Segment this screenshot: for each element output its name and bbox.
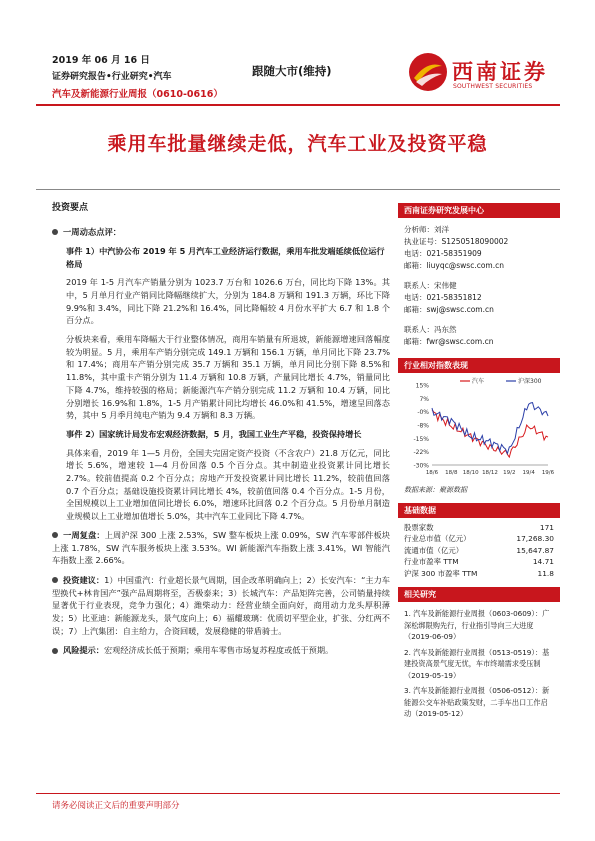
company-logo [408, 52, 554, 98]
base-data-value: 11.8 [537, 568, 554, 578]
x-tick-label: 19/4 [522, 470, 535, 476]
related-report-link[interactable]: 2. 汽车及新能源行业周报（0513-0519）：基建投资高景气度无忧，车市终端需求受压制（2019-05-19） [404, 647, 550, 680]
y-tick-label: -22% [413, 449, 429, 457]
paragraph: 分板块来看，乘用车降幅大于行业整体情况，商用车销量有所退坡，新能源增速回落幅度较为明显。5 月，乘用车产销分别完成 149.1 万辆和 156.1 万辆，单月同比下降 23.7%和 17.4%；商用车产销分别完成 35.7 万辆和 35.1 万辆，单月同比分别下降 8.5%和 11.8%，其中重卡产销分别为 11.4 万辆和 10.8 万辆，产量同比增长 4.7%，销量同比下降 4.7%，维持较强的格局；新能源汽车产销分别完成 11.2 万辆和 10.4 万辆，同比分别增长 16.9%和 1.8%，1-5 月产销累计同比均增长 46.0%和 41.5%，增速呈回落态势，其中 5 月季月纯电产销为 9.4 万辆和 8.3 万辆。 [66, 334, 390, 421]
related-report-link[interactable]: 3. 汽车及新能源行业周报（0506-0512）：新能源公交车补贴政策发财，二手车出口工作启动（2019-05-12） [404, 686, 550, 719]
series-line [432, 410, 548, 457]
bullet-icon [52, 532, 58, 538]
chart-source: 数据来源：聚源数据 [404, 486, 467, 494]
base-data-row [404, 522, 554, 533]
y-tick-label: -30% [413, 462, 429, 470]
logo-text: 西南证券 [452, 59, 548, 84]
research-center-title: 西南证券研究发展中心 [398, 203, 560, 218]
disclaimer-note: 请务必阅读正文后的重要声明部分 [52, 801, 180, 811]
email: 邮箱：fwr@swsc.com.cn [404, 337, 494, 346]
y-tick-label: -0% [417, 409, 429, 417]
base-data-table [398, 522, 560, 579]
footer-divider [36, 793, 560, 794]
related-report-link[interactable]: 1. 汽车及新能源行业周报（0603-0609）：广深松绑限购先行，行业指引导向三大进度（2019-06-09） [404, 609, 550, 642]
page-title: 乘用车批量继续走低，汽车工业及投资平稳 [107, 133, 488, 155]
legend-label: 汽车 [472, 378, 485, 385]
sidebar [398, 203, 560, 724]
email: 邮箱：liuyqc@swsc.com.cn [404, 261, 504, 270]
x-tick-label: 18/10 [462, 470, 479, 476]
base-data-value: 171 [539, 523, 554, 532]
y-tick-label: 7% [419, 395, 429, 403]
x-tick-label: 18/6 [425, 470, 439, 476]
key-points-column [52, 202, 390, 664]
base-data-key: 行业市盈率 TTM [404, 557, 459, 567]
base-data-row [404, 556, 554, 567]
logo-text-en: SOUTHWEST SECURITIES [453, 83, 533, 90]
index-chart [398, 373, 560, 483]
section-title: 投资要点 [52, 203, 89, 213]
weekly-review-heading: 一周动态点评： [52, 226, 390, 239]
logo-mark-icon [408, 52, 448, 92]
x-tick-label: 18/8 [445, 470, 458, 476]
report-series: 汽车及新能源行业周报（0610-0616） [52, 89, 223, 100]
contact-name: 联系人：冯东然 [404, 325, 457, 334]
event-2-heading: 事件 2）国家统计局发布宏观经济数据，5 月，我国工业生产平稳，投资保持增长 [66, 428, 362, 439]
paragraph: 具体来看，2019 年 1—5 月份，全国夫完固定资产投资（不含农户）21.8 万亿元，同比增长 5.6%，增速较 1—4 月份回落 0.5 个百分点。其中制造业投资累计同比增长 2.7%。较前值提高 0.2 个百分点；房地产开发投资累计同比增长 11.2%，较前值回落 0.7 个百分点；基础设施投资累计同比增长 4%，较前值回落 0.4 个百分点。1-5 月份，全国规模以上工业增加值同比增长 6.0%，增速环比回落 0.2 个百分点。5 月份单月制造业规模以上工业增加值增长 5.0%，其中汽车工业同比下降 4.7%。 [66, 447, 390, 522]
analyst-name: 分析师：刘洋 [404, 225, 449, 234]
related-research-list [398, 608, 560, 720]
report-category: 证券研究报告•行业研究•汽车 [52, 72, 172, 82]
base-data-row [404, 568, 554, 579]
email: 邮箱：swj@swsc.com.cn [404, 305, 494, 314]
legend-label: 沪深300 [518, 378, 542, 385]
y-tick-label: 15% [415, 382, 429, 390]
phone: 电话：021-58351909 [404, 249, 482, 258]
base-data-row [404, 545, 554, 556]
base-data-value: 15,647.87 [516, 545, 554, 555]
rating: 跟随大市(维持) [252, 64, 332, 78]
chart-svg [398, 373, 560, 483]
report-date: 2019 年 06 月 16 日 [52, 55, 150, 66]
base-data-key: 沪深 300 市盈率 TTM [404, 568, 478, 578]
phone: 电话：021-58351812 [404, 293, 482, 302]
contact-name: 联系人：宋伟健 [404, 281, 457, 290]
market-review: 一周复盘：上周沪深 300 上涨 2.53%，SW 整车板块上涨 0.09%，SW 汽车零部件板块上涨 1.78%，SW 汽车服务板块上涨 3.53%。WI 新能源汽车指数上涨 3.41%，WI 智能汽车指数上涨 2.66%。 [52, 529, 390, 566]
investment-advice: 投资建议：1）中国重汽：行业超长景气周期，国企改革明确向上；2）长安汽车：“主力车型换代+林肯国产”强产品周期将至，否极泰来；3）长城汽车：产品矩阵完善，公司销量持续显著优于行业表现，竞争力强化；4）潍柴动力：经营业绩全面向好，商用动力龙头厚积薄发；5）比亚迪：新能源龙头，景气度向上；6）福耀玻璃：优质切平型企业，扩张、分红两不误；7）上汽集团：自主给力，合资回暖，发展稳健的带盾骑士。 [52, 574, 390, 636]
event-1-heading: 事件 1）中汽协公布 2019 年 5 月汽车工业经济运行数据，乘用车批发端延续低位运行格局 [66, 245, 385, 269]
base-data-key: 股票家数 [404, 523, 434, 532]
risk-warning: 风险提示：宏观经济成长低于预期；乘用车零售市场复苏程度或低于预期。 [52, 644, 390, 657]
base-data-value: 14.71 [532, 557, 554, 567]
base-data-row [404, 533, 554, 544]
base-data-key: 流通市值（亿元） [404, 545, 464, 555]
bullet-icon [52, 648, 58, 654]
base-data-key: 行业总市值（亿元） [404, 534, 471, 544]
x-tick-label: 19/6 [541, 470, 555, 476]
header-divider [36, 104, 560, 106]
related-research-title: 相关研究 [398, 587, 560, 602]
title-divider [36, 189, 560, 190]
x-tick-label: 18/12 [482, 470, 498, 476]
bullet-icon [52, 229, 58, 235]
y-tick-label: -15% [413, 435, 429, 443]
bullet-icon [52, 577, 58, 583]
base-data-value: 17,268.30 [516, 534, 554, 544]
performance-title: 行业相对指数表现 [398, 358, 560, 373]
cert-number: 执业证号：S1250518090002 [404, 237, 509, 246]
y-tick-label: -8% [417, 422, 429, 430]
x-tick-label: 19/2 [503, 470, 516, 476]
paragraph: 2019 年 1-5 月汽车产销量分别为 1023.7 万台和 1026.6 万台，同比均下降 13%。其中，5 月单月行业产销同比降幅继续扩大，分别为 184.8 万辆和 191.3 万辆，环比下降 9.9%和 3.4%，同比下降 21.2%和 16.4%，同比降幅较 4 月份水平扩大 6.7 和 1.8 个百分点。 [66, 277, 390, 326]
base-data-title: 基础数据 [398, 503, 560, 518]
